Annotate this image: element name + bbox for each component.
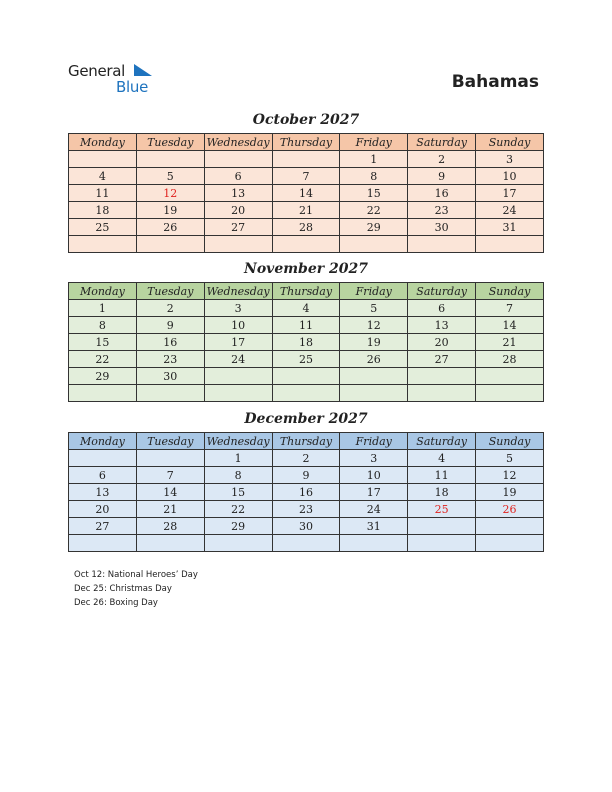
empty-day-cell <box>476 518 544 535</box>
day-cell: 4 <box>272 300 340 317</box>
day-cell: 30 <box>272 518 340 535</box>
empty-day-cell <box>204 151 272 168</box>
week-row <box>69 501 544 518</box>
weekday-header: Thursday <box>272 134 340 151</box>
month-table <box>68 432 544 552</box>
month-title: November 2027 <box>244 261 368 277</box>
day-cell: 11 <box>272 317 340 334</box>
week-row <box>69 168 544 185</box>
weekday-header: Thursday <box>272 433 340 450</box>
day-cell: 1 <box>69 300 137 317</box>
empty-day-cell <box>272 385 340 402</box>
day-cell: 29 <box>69 368 137 385</box>
week-row <box>69 351 544 368</box>
weekday-header: Tuesday <box>136 283 204 300</box>
day-cell: 10 <box>204 317 272 334</box>
weekday-header: Monday <box>69 134 137 151</box>
day-cell: 19 <box>476 484 544 501</box>
week-row <box>69 300 544 317</box>
week-row <box>69 368 544 385</box>
empty-day-cell <box>476 385 544 402</box>
weekday-header: Saturday <box>408 283 476 300</box>
empty-day-cell <box>476 368 544 385</box>
week-row <box>69 202 544 219</box>
week-row <box>69 385 544 402</box>
day-cell: 27 <box>69 518 137 535</box>
week-row <box>69 219 544 236</box>
empty-day-cell <box>476 535 544 552</box>
day-cell: 27 <box>204 219 272 236</box>
week-row <box>69 450 544 467</box>
holiday-note: Dec 26: Boxing Day <box>74 598 158 608</box>
day-cell: 15 <box>204 484 272 501</box>
day-cell: 13 <box>408 317 476 334</box>
day-cell: 5 <box>476 450 544 467</box>
week-row <box>69 535 544 552</box>
empty-day-cell <box>408 535 476 552</box>
week-row <box>69 151 544 168</box>
weekday-header: Friday <box>340 283 408 300</box>
day-cell: 31 <box>476 219 544 236</box>
day-cell: 29 <box>340 219 408 236</box>
day-cell: 27 <box>408 351 476 368</box>
day-cell: 18 <box>272 334 340 351</box>
empty-day-cell <box>340 236 408 253</box>
day-cell: 7 <box>476 300 544 317</box>
day-cell: 24 <box>204 351 272 368</box>
day-cell: 7 <box>272 168 340 185</box>
day-cell: 28 <box>476 351 544 368</box>
weekday-header-row <box>69 134 544 151</box>
day-cell: 3 <box>204 300 272 317</box>
day-cell: 3 <box>476 151 544 168</box>
day-cell: 19 <box>340 334 408 351</box>
day-cell: 6 <box>204 168 272 185</box>
day-cell: 25 <box>69 219 137 236</box>
day-cell: 4 <box>408 450 476 467</box>
day-cell: 2 <box>272 450 340 467</box>
month-title: October 2027 <box>252 112 360 128</box>
logo-flag-icon <box>134 64 154 78</box>
week-row <box>69 236 544 253</box>
day-cell: 9 <box>272 467 340 484</box>
day-cell: 16 <box>272 484 340 501</box>
day-cell: 16 <box>408 185 476 202</box>
day-cell: 24 <box>340 501 408 518</box>
day-cell: 9 <box>408 168 476 185</box>
day-cell: 23 <box>408 202 476 219</box>
empty-day-cell <box>69 385 137 402</box>
empty-day-cell <box>136 151 204 168</box>
day-cell: 29 <box>204 518 272 535</box>
day-cell: 25 <box>408 501 476 518</box>
day-cell: 26 <box>476 501 544 518</box>
day-cell: 13 <box>69 484 137 501</box>
day-cell: 12 <box>476 467 544 484</box>
country-name: Bahamas <box>451 72 539 92</box>
month-table <box>68 282 544 402</box>
weekday-header: Saturday <box>408 433 476 450</box>
day-cell: 30 <box>136 368 204 385</box>
empty-day-cell <box>272 368 340 385</box>
week-row <box>69 185 544 202</box>
empty-day-cell <box>340 368 408 385</box>
day-cell: 2 <box>408 151 476 168</box>
day-cell: 1 <box>340 151 408 168</box>
day-cell: 14 <box>476 317 544 334</box>
empty-day-cell <box>204 368 272 385</box>
day-cell: 5 <box>136 168 204 185</box>
empty-day-cell <box>340 385 408 402</box>
empty-day-cell <box>69 236 137 253</box>
week-row <box>69 484 544 501</box>
day-cell: 12 <box>340 317 408 334</box>
week-row <box>69 467 544 484</box>
holiday-note: Dec 25: Christmas Day <box>74 584 172 594</box>
day-cell: 18 <box>408 484 476 501</box>
empty-day-cell <box>204 385 272 402</box>
day-cell: 25 <box>272 351 340 368</box>
weekday-header: Thursday <box>272 283 340 300</box>
day-cell: 20 <box>69 501 137 518</box>
weekday-header: Sunday <box>476 433 544 450</box>
weekday-header: Tuesday <box>136 433 204 450</box>
empty-day-cell <box>408 368 476 385</box>
weekday-header: Sunday <box>476 134 544 151</box>
day-cell: 28 <box>136 518 204 535</box>
day-cell: 21 <box>272 202 340 219</box>
empty-day-cell <box>204 236 272 253</box>
day-cell: 17 <box>476 185 544 202</box>
generalblue-logo <box>68 62 168 96</box>
day-cell: 20 <box>408 334 476 351</box>
day-cell: 21 <box>476 334 544 351</box>
empty-day-cell <box>69 535 137 552</box>
day-cell: 26 <box>136 219 204 236</box>
empty-day-cell <box>136 450 204 467</box>
day-cell: 12 <box>136 185 204 202</box>
week-row <box>69 518 544 535</box>
day-cell: 2 <box>136 300 204 317</box>
empty-day-cell <box>408 236 476 253</box>
empty-day-cell <box>272 236 340 253</box>
day-cell: 22 <box>204 501 272 518</box>
weekday-header: Wednesday <box>204 134 272 151</box>
day-cell: 22 <box>340 202 408 219</box>
day-cell: 16 <box>136 334 204 351</box>
weekday-header: Monday <box>69 433 137 450</box>
empty-day-cell <box>69 151 137 168</box>
day-cell: 3 <box>340 450 408 467</box>
day-cell: 17 <box>340 484 408 501</box>
empty-day-cell <box>408 385 476 402</box>
day-cell: 14 <box>272 185 340 202</box>
day-cell: 1 <box>204 450 272 467</box>
month-title: December 2027 <box>244 411 368 427</box>
week-row <box>69 334 544 351</box>
week-row <box>69 317 544 334</box>
empty-day-cell <box>272 535 340 552</box>
day-cell: 9 <box>136 317 204 334</box>
empty-day-cell <box>340 535 408 552</box>
day-cell: 30 <box>408 219 476 236</box>
day-cell: 31 <box>340 518 408 535</box>
holiday-notes <box>74 568 198 610</box>
empty-day-cell <box>204 535 272 552</box>
day-cell: 5 <box>340 300 408 317</box>
day-cell: 20 <box>204 202 272 219</box>
holiday-note: Oct 12: National Heroes’ Day <box>74 570 198 580</box>
day-cell: 13 <box>204 185 272 202</box>
empty-day-cell <box>408 518 476 535</box>
day-cell: 22 <box>69 351 137 368</box>
empty-day-cell <box>136 385 204 402</box>
month-table <box>68 133 544 253</box>
empty-day-cell <box>136 535 204 552</box>
day-cell: 8 <box>204 467 272 484</box>
weekday-header-row <box>69 283 544 300</box>
day-cell: 23 <box>136 351 204 368</box>
day-cell: 15 <box>340 185 408 202</box>
weekday-header: Tuesday <box>136 134 204 151</box>
day-cell: 15 <box>69 334 137 351</box>
weekday-header: Wednesday <box>204 283 272 300</box>
day-cell: 8 <box>69 317 137 334</box>
day-cell: 6 <box>408 300 476 317</box>
day-cell: 14 <box>136 484 204 501</box>
day-cell: 23 <box>272 501 340 518</box>
day-cell: 6 <box>69 467 137 484</box>
weekday-header: Sunday <box>476 283 544 300</box>
logo-word-general: General <box>68 62 126 80</box>
weekday-header: Friday <box>340 134 408 151</box>
day-cell: 18 <box>69 202 137 219</box>
day-cell: 4 <box>69 168 137 185</box>
day-cell: 10 <box>340 467 408 484</box>
day-cell: 19 <box>136 202 204 219</box>
empty-day-cell <box>136 236 204 253</box>
day-cell: 24 <box>476 202 544 219</box>
day-cell: 7 <box>136 467 204 484</box>
day-cell: 17 <box>204 334 272 351</box>
day-cell: 28 <box>272 219 340 236</box>
day-cell: 11 <box>69 185 137 202</box>
day-cell: 8 <box>340 168 408 185</box>
weekday-header: Saturday <box>408 134 476 151</box>
day-cell: 26 <box>340 351 408 368</box>
empty-day-cell <box>69 450 137 467</box>
weekday-header: Wednesday <box>204 433 272 450</box>
day-cell: 11 <box>408 467 476 484</box>
empty-day-cell <box>272 151 340 168</box>
empty-day-cell <box>476 236 544 253</box>
weekday-header-row <box>69 433 544 450</box>
weekday-header: Friday <box>340 433 408 450</box>
weekday-header: Monday <box>69 283 137 300</box>
logo-word-blue: Blue <box>116 78 148 96</box>
day-cell: 10 <box>476 168 544 185</box>
day-cell: 21 <box>136 501 204 518</box>
